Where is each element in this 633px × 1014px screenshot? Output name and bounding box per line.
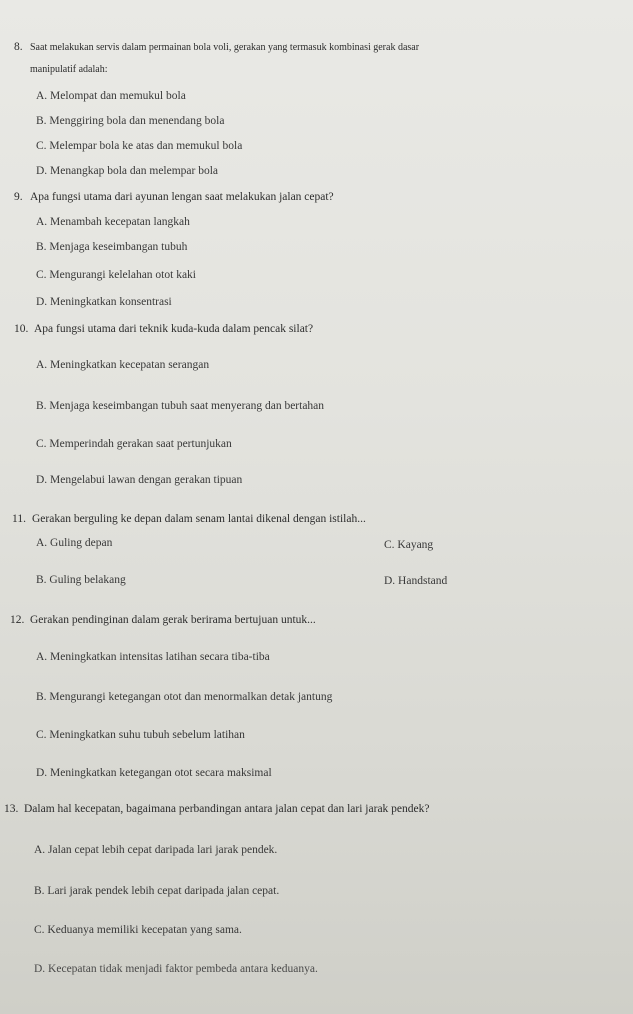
question-9-text: Apa fungsi utama dari ayunan lengan saat melakukan jalan cepat? (30, 191, 334, 203)
question-8-option-c: C. Melempar bola ke atas dan memukul bola (36, 140, 243, 152)
question-10-text: Apa fungsi utama dari teknik kuda-kuda dalam pencak silat? (34, 323, 314, 335)
question-12-option-d: D. Meningkatkan ketegangan otot secara maksimal (36, 767, 272, 779)
question-13-text: Dalam hal kecepatan, bagaimana perbandingan antara jalan cepat dan lari jarak pendek? (24, 803, 430, 815)
question-12-option-c: C. Meningkatkan suhu tubuh sebelum latihan (36, 729, 245, 741)
question-10-option-c: C. Memperindah gerakan saat pertunjukan (36, 438, 232, 450)
question-13-option-c: C. Keduanya memiliki kecepatan yang sama. (34, 924, 242, 936)
question-13-number: 13. (4, 803, 19, 815)
question-8-option-d: D. Menangkap bola dan melempar bola (36, 165, 219, 177)
question-8-text-line2: manipulatif adalah: (30, 64, 108, 75)
question-11-text: Gerakan berguling ke depan dalam senam lantai dikenal dengan istilah... (32, 513, 366, 525)
question-8-text-line1: Saat melakukan servis dalam permainan bola voli, gerakan yang termasuk kombinasi gerak dasar (30, 42, 420, 53)
question-8-option-b: B. Menggiring bola dan menendang bola (36, 115, 225, 127)
question-10-option-d: D. Mengelabui lawan dengan gerakan tipuan (36, 474, 243, 486)
question-11-option-d: D. Handstand (384, 575, 448, 587)
question-10-number: 10. (14, 323, 29, 335)
question-11-option-a: A. Guling depan (36, 537, 113, 549)
question-12-number: 12. (10, 614, 25, 626)
question-10-option-a: A. Meningkatkan kecepatan serangan (36, 359, 210, 371)
question-12-option-b: B. Mengurangi ketegangan otot dan menormalkan detak jantung (36, 691, 333, 703)
question-11-option-c: C. Kayang (384, 539, 434, 551)
question-13-option-b: B. Lari jarak pendek lebih cepat daripada jalan cepat. (34, 885, 280, 897)
question-9-option-c: C. Mengurangi kelelahan otot kaki (36, 269, 197, 281)
question-9-number: 9. (14, 191, 23, 203)
question-10-option-b: B. Menjaga keseimbangan tubuh saat menyerang dan bertahan (36, 400, 325, 412)
question-8-number: 8. (14, 41, 23, 53)
question-11-option-b: B. Guling belakang (36, 574, 126, 586)
question-9-option-a: A. Menambah kecepatan langkah (36, 216, 190, 228)
question-11-number: 11. (12, 513, 26, 525)
question-13-option-a: A. Jalan cepat lebih cepat daripada lari jarak pendek. (34, 844, 278, 856)
question-12-option-a: A. Meningkatkan intensitas latihan secara tiba-tiba (36, 651, 270, 663)
question-9-option-d: D. Meningkatkan konsentrasi (36, 296, 172, 308)
question-12-text: Gerakan pendinginan dalam gerak berirama bertujuan untuk... (30, 614, 316, 626)
question-13-option-d: D. Kecepatan tidak menjadi faktor pembeda antara keduanya. (34, 963, 318, 975)
question-9-option-b: B. Menjaga keseimbangan tubuh (36, 241, 188, 253)
question-8-option-a: A. Melompat dan memukul bola (36, 90, 186, 102)
